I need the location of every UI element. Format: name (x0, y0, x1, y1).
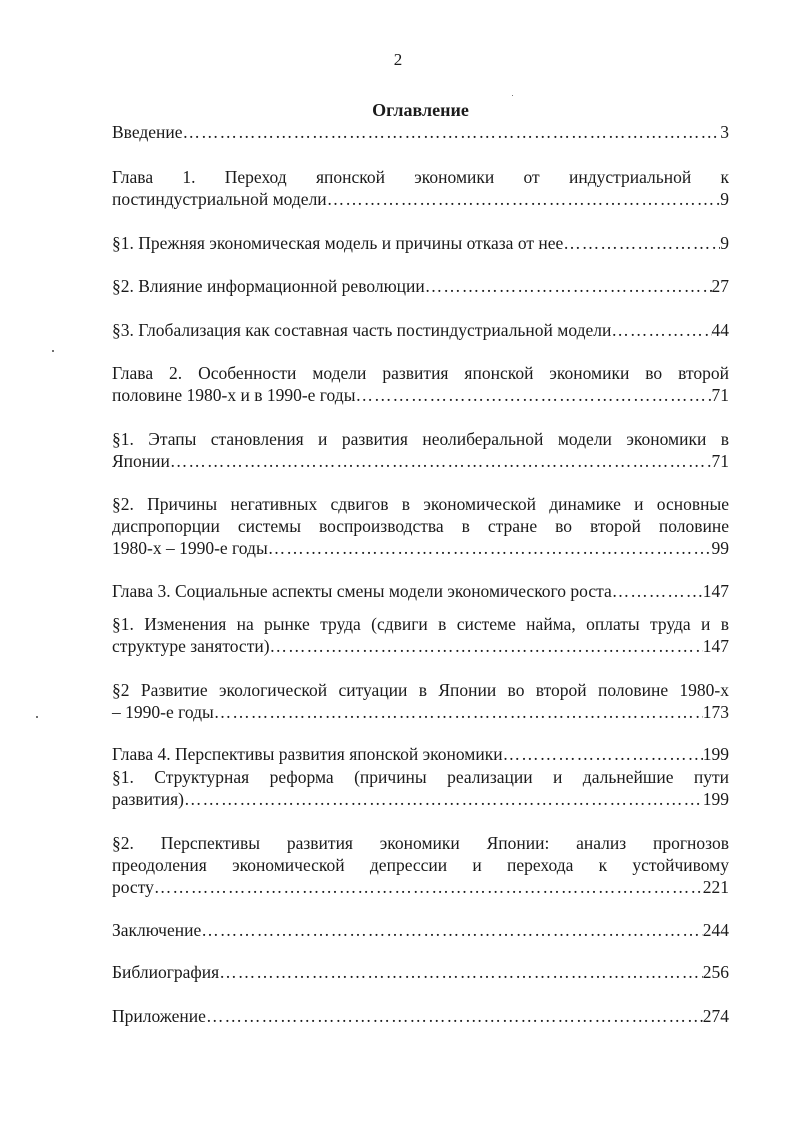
toc-entry-chapter-3 (112, 580, 729, 602)
scan-speck (52, 350, 54, 352)
toc-page-number: 71 (711, 385, 729, 405)
leader-dots (327, 188, 721, 210)
toc-entry-label: §3. Глобализация как составная часть постиндустриальной модели (112, 320, 612, 340)
toc-entry-line: Глава 2. Особенности модели развития японской экономики во второй (112, 363, 729, 383)
toc-page-number: 9 (720, 233, 729, 253)
leader-dots (170, 450, 712, 472)
toc-page-number: 274 (702, 1006, 729, 1026)
toc-page-number: 9 (720, 189, 729, 209)
toc-entry-line: §2. Причины негативных сдвигов в экономической динамике и основные (112, 494, 729, 514)
leader-dots (503, 743, 703, 765)
toc-entry-label: росту (112, 877, 154, 897)
toc-entry-ch1-s2 (112, 275, 729, 297)
toc-entry-label: постиндустриальной модели (112, 189, 327, 209)
toc-page-number: 147 (702, 636, 729, 656)
toc-entry-label: Библиография (112, 962, 220, 982)
toc-entry-label: Заключение (112, 920, 202, 940)
toc-page-number: 3 (720, 122, 729, 142)
toc-entry-line: §2 Развитие экологической ситуации в Японии во второй половине 1980-х (112, 680, 729, 700)
toc-entry-ch4-s1 (112, 766, 729, 810)
toc-page-number: 221 (702, 877, 729, 897)
toc-entry-bibliography (112, 961, 729, 983)
toc-entry-line: Глава 1. Переход японской экономики от индустриальной к (112, 167, 729, 187)
toc-entry-label: Введение (112, 122, 183, 142)
leader-dots (563, 232, 720, 254)
toc-entry-ch4-s2 (112, 832, 729, 898)
toc-page-number: 199 (702, 744, 729, 764)
toc-entry-ch3-s2 (112, 679, 729, 723)
toc-entry-label: Приложение (112, 1006, 206, 1026)
leader-dots (270, 635, 703, 657)
toc-entry-line: преодоления экономической депрессии и перехода к устойчивому (112, 855, 729, 875)
toc-entry-line: диспропорции системы воспроизводства в стране во второй половине (112, 516, 729, 536)
toc-entry-label: половине 1980-х и в 1990-е годы (112, 385, 356, 405)
leader-dots (183, 121, 721, 143)
leader-dots (611, 319, 711, 341)
toc-page-number: 199 (702, 789, 729, 809)
toc-entry-introduction (112, 121, 729, 143)
toc-entry-appendix (112, 1005, 729, 1027)
toc-page-number: 44 (711, 320, 729, 340)
toc-entry-line: §1. Этапы становления и развития неолиберальной модели экономики в (112, 429, 729, 449)
toc-entry-conclusion (112, 919, 729, 941)
toc-entry-label: – 1990-е годы (112, 702, 214, 722)
toc-page-number: 27 (711, 276, 729, 296)
toc-page-number: 147 (702, 581, 729, 601)
toc-entry-label: Глава 4. Перспективы развития японской экономики (112, 744, 503, 764)
scan-speck (512, 95, 513, 96)
toc-entry-label: развития) (112, 789, 184, 809)
leader-dots (268, 537, 712, 559)
toc-entry-ch3-s1 (112, 613, 729, 657)
leader-dots (154, 876, 703, 898)
leader-dots (612, 580, 703, 602)
toc-entry-label: Японии (112, 451, 170, 471)
leader-dots (201, 919, 703, 941)
toc-entry-line: §1. Структурная реформа (причины реализации и дальнейшие пути (112, 767, 729, 787)
toc-entry-line: §1. Изменения на рынке труда (сдвиги в системе найма, оплаты труда и в (112, 614, 729, 634)
toc-entry-ch1-s3 (112, 319, 729, 341)
toc-entry-ch2-s1 (112, 428, 729, 472)
leader-dots (425, 275, 712, 297)
toc-entry-ch1-s1 (112, 232, 729, 254)
leader-dots (184, 788, 703, 810)
toc-entry-line: §2. Перспективы развития экономики Японии: анализ прогнозов (112, 833, 729, 853)
toc-entry-label: структуре занятости) (112, 636, 270, 656)
toc-entry-label: 1980-х – 1990-е годы (112, 538, 268, 558)
leader-dots (214, 701, 703, 723)
toc-entry-label: §1. Прежняя экономическая модель и причины отказа от нее (112, 233, 564, 253)
toc-page-number: 99 (711, 538, 729, 558)
toc-entry-label: Глава 3. Социальные аспекты смены модели экономического роста (112, 581, 612, 601)
page-number: 2 (393, 50, 403, 69)
leader-dots (206, 1005, 703, 1027)
toc-title: Оглавление (372, 100, 469, 120)
toc-page-number: 256 (702, 962, 729, 982)
toc-entry-chapter-4 (112, 743, 729, 765)
scan-speck (36, 716, 38, 718)
toc-page-number: 244 (702, 920, 729, 940)
toc-entry-chapter-1 (112, 166, 729, 210)
toc-page-number: 173 (702, 702, 729, 722)
leader-dots (219, 961, 703, 983)
toc-entry-label: §2. Влияние информационной революции (112, 276, 425, 296)
leader-dots (355, 384, 711, 406)
toc-entry-ch2-s2 (112, 493, 729, 559)
toc-page-number: 71 (711, 451, 729, 471)
toc-entry-chapter-2 (112, 362, 729, 406)
